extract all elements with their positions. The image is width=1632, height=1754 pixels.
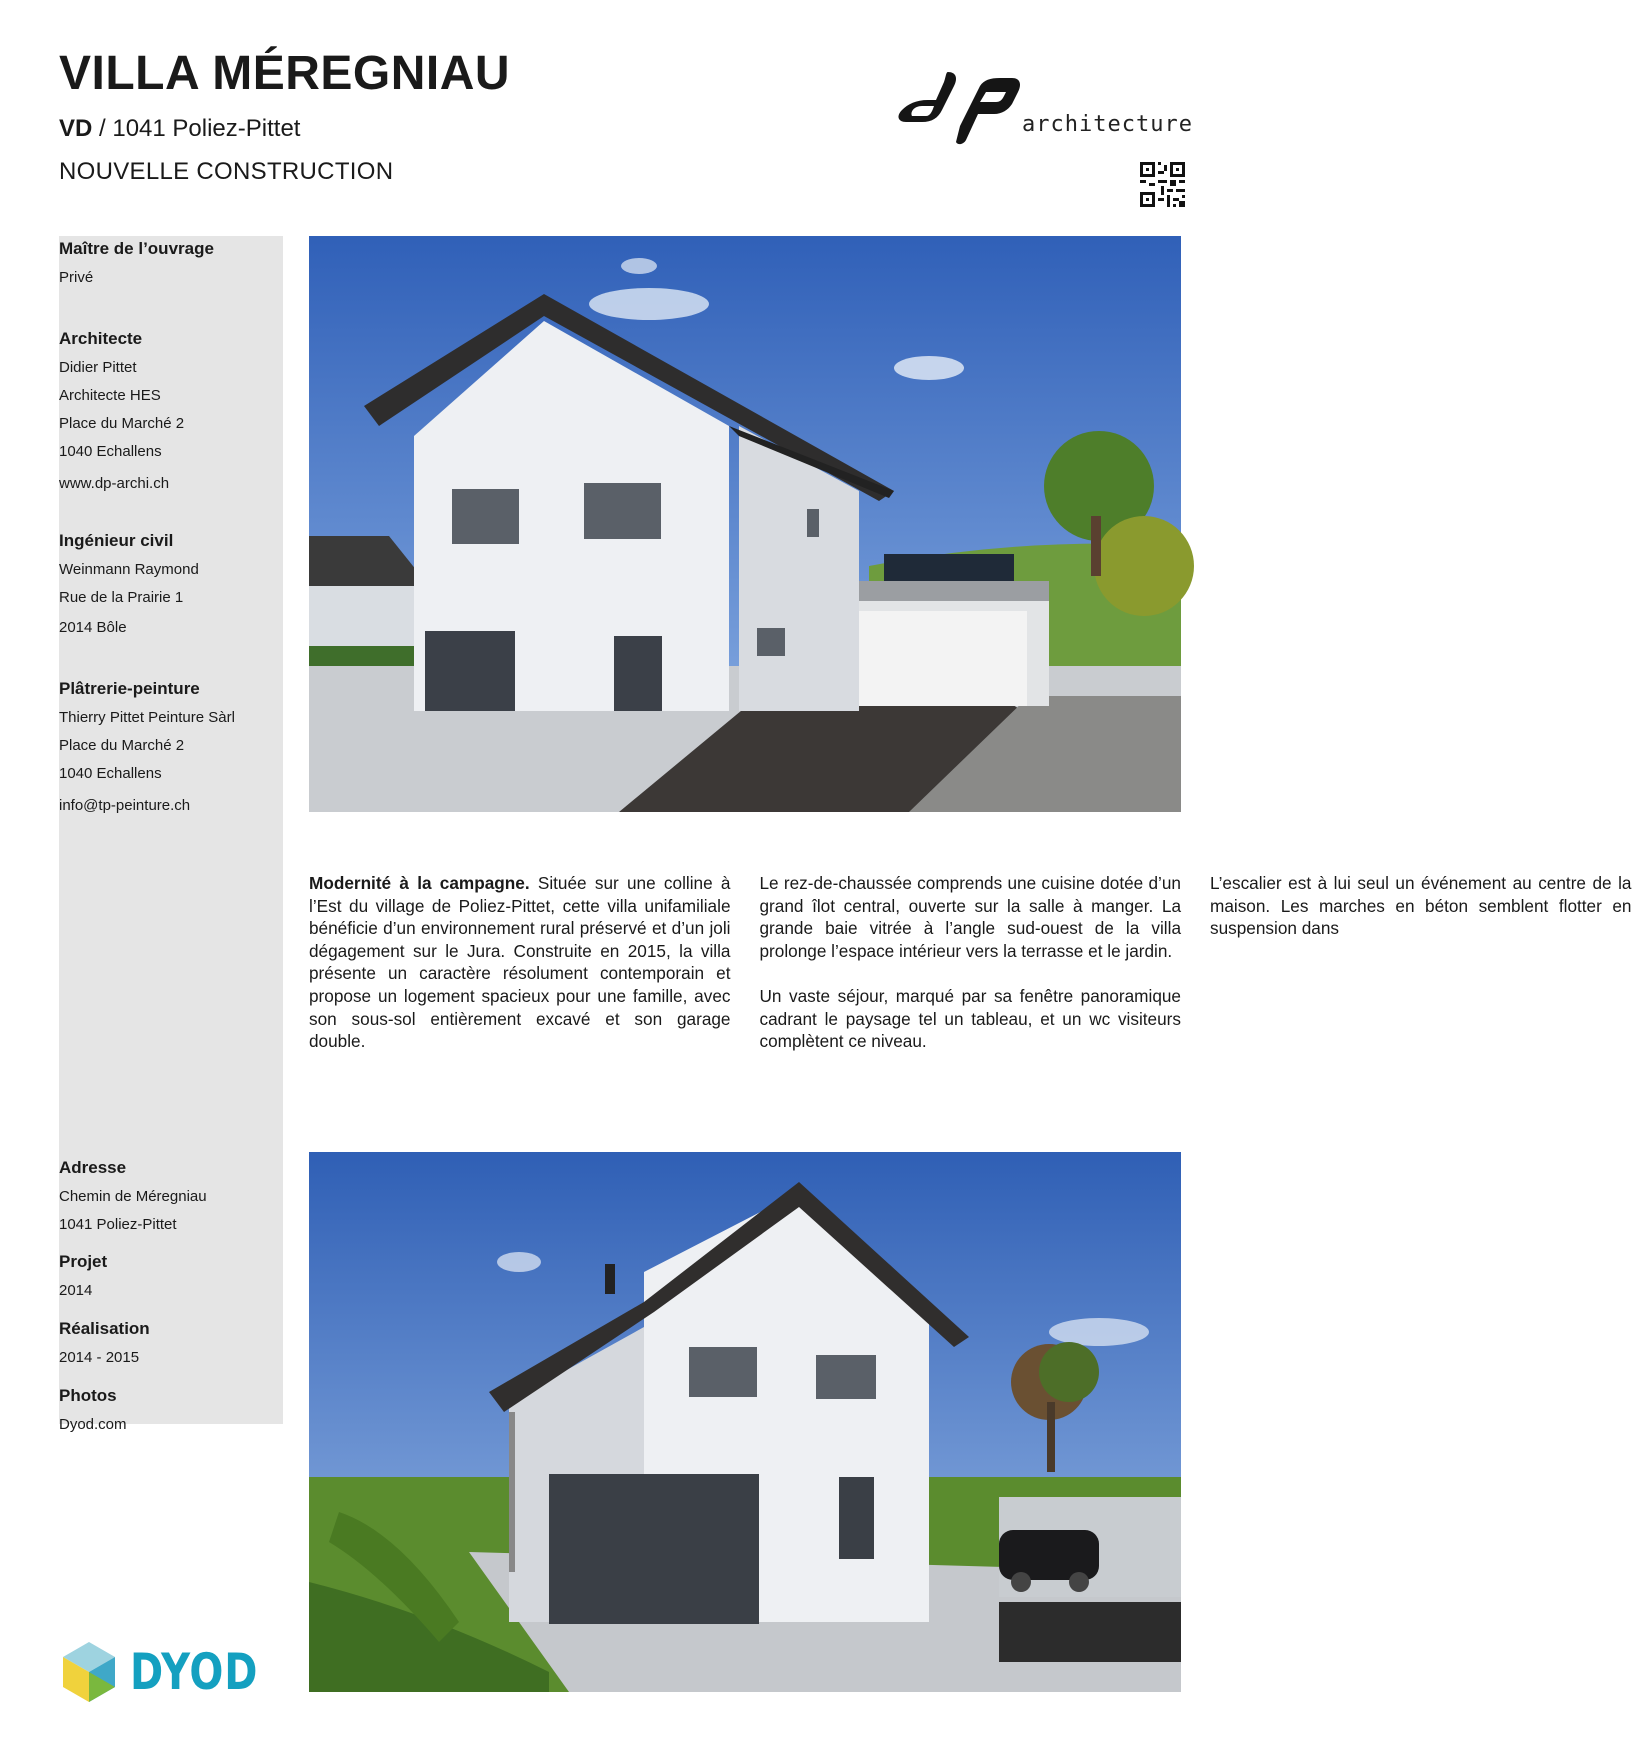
- page-title: VILLA MÉREGNIAU: [59, 47, 511, 100]
- photos-section: [59, 1385, 283, 1443]
- engineer-section: [59, 530, 283, 646]
- address-city: 1041 Poliez-Pittet: [59, 1216, 177, 1233]
- locality: / 1041 Poliez-Pittet: [92, 115, 301, 142]
- architect-name: Didier Pittet: [59, 359, 137, 376]
- villa-photo-front: [309, 236, 1181, 812]
- address-section: [59, 1157, 283, 1243]
- realisation-years: 2014 - 2015: [59, 1349, 140, 1366]
- paragraph-living-room: Un vaste séjour, marqué par sa fenêtre panoramique cadrant le paysage tel un tableau, et un wc visiteurs complètent ce niveau.: [759, 985, 1181, 1052]
- plaster-email-link[interactable]: info@tp-peinture.ch: [59, 797, 191, 814]
- plaster-company: Thierry Pittet Peinture Sàrl: [59, 709, 235, 726]
- engineer-city: 2014 Bôle: [59, 619, 127, 636]
- photos-credit-link[interactable]: Dyod.com: [59, 1416, 127, 1433]
- owner-label: Maître de l’ouvrage: [59, 239, 214, 258]
- realisation-label: Réalisation: [59, 1319, 150, 1338]
- engineer-label: Ingénieur civil: [59, 531, 174, 550]
- paragraph-intro-text: Située sur une colline à l’Est du village de Poliez-Pittet, cette villa unifamiliale bénéficie d’un environnement rural préservé et d’un joli dégagement sur le Jura. Construite en 2015, la villa présente un caractère résolument contemporain et propose un logement spacieux pour une famille, avec son sous-sol entièrement excavé et son garage double.: [309, 873, 731, 1052]
- architect-section: [59, 328, 283, 502]
- canton: VD: [59, 115, 93, 142]
- plaster-section: [59, 678, 283, 824]
- logo-wordmark: architecture: [1022, 112, 1193, 137]
- realisation-section: [59, 1318, 283, 1376]
- villa-photo-garden: [309, 1152, 1181, 1692]
- plaster-label: Plâtrerie-peinture: [59, 679, 200, 698]
- paragraph-lead: Modernité à la campagne.: [309, 873, 530, 893]
- article-text: [309, 872, 1632, 1102]
- owner-value: Privé: [59, 269, 94, 286]
- location: [59, 115, 300, 144]
- qr-code-icon[interactable]: [1140, 162, 1185, 207]
- architect-website-link[interactable]: www.dp-archi.ch: [59, 475, 170, 492]
- owner-section: [59, 238, 283, 296]
- engineer-street: Rue de la Prairie 1: [59, 589, 184, 606]
- project-section: [59, 1251, 283, 1309]
- paragraph-staircase: L’escalier est à lui seul un événement au centre de la maison. Les marches en béton semblent flotter en suspension dans: [1210, 873, 1632, 939]
- project-year: 2014: [59, 1282, 93, 1299]
- project-type: NOUVELLE CONSTRUCTION: [59, 158, 394, 185]
- address-label: Adresse: [59, 1158, 127, 1177]
- paragraph-ground-floor: Le rez-de-chaussée comprends une cuisine dotée d’un grand îlot central, ouverte sur la salle à manger. La grande baie vitrée à l’angle sud-ouest de la villa prolonge l’espace intérieur vers la terrasse et le jardin.: [759, 873, 1181, 961]
- architect-city: 1040 Echallens: [59, 443, 162, 460]
- architect-street: Place du Marché 2: [59, 415, 185, 432]
- plaster-city: 1040 Echallens: [59, 765, 162, 782]
- paragraph-intro: [309, 872, 731, 1053]
- photos-label: Photos: [59, 1386, 117, 1405]
- project-label: Projet: [59, 1252, 108, 1271]
- dyod-wordmark: DYOD: [130, 1643, 259, 1701]
- plaster-street: Place du Marché 2: [59, 737, 185, 754]
- engineer-name: Weinmann Raymond: [59, 561, 199, 578]
- architect-title: Architecte HES: [59, 387, 161, 404]
- address-street: Chemin de Méregniau: [59, 1188, 207, 1205]
- architect-label: Architecte: [59, 329, 143, 348]
